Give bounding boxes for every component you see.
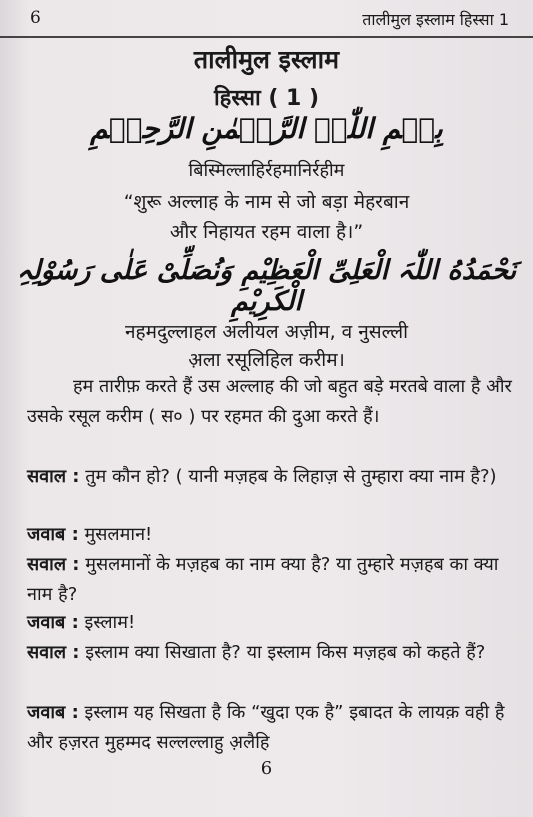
- qa-text: मुसलमानों के मज़हब का नाम क्या है? या तुम्हारे मज़हब का क्या नाम है?: [27, 554, 499, 605]
- qa-text: इस्लाम!: [78, 612, 136, 633]
- part-heading: हिस्सा ( 1 ): [213, 86, 320, 111]
- qa-text: मुसलमान!: [78, 524, 153, 545]
- bismillah-transliteration: बिस्मिल्लाहिर्रहमानिर्रहीम: [188, 160, 345, 181]
- qa-label: जवाब :: [27, 524, 79, 545]
- hamd-transliteration-line1: नहमदुल्लाहल अलीयल अज़ीम, व नुसल्ली: [124, 321, 409, 343]
- qa-item: [27, 698, 513, 758]
- qa-item: [27, 638, 513, 668]
- qa-label: सवाल :: [27, 466, 80, 487]
- footer-page-number: 6: [260, 758, 273, 779]
- qa-label: जवाब :: [27, 612, 79, 633]
- qa-label: सवाल :: [27, 554, 80, 575]
- qa-text: इस्लाम क्या सिखाता है? या इस्लाम किस मज़हब को कहते हैं?: [79, 642, 486, 663]
- qa-label: सवाल :: [27, 642, 80, 663]
- bismillah-meaning-line1: “शुरू अल्लाह के नाम से जो बड़ा मेहरबान: [123, 191, 410, 213]
- hamd-transliteration-line2: अ़ला रसूलिहिल करीम।: [188, 349, 345, 371]
- header-page-number: 6: [30, 8, 41, 28]
- qa-item: [27, 550, 513, 610]
- page-header: [0, 0, 533, 38]
- qa-label: जवाब :: [27, 702, 79, 723]
- qa-text: इस्लाम यह सिखता है कि “खुदा एक है” इबादत के लायक़ वही है और हज़रत मुहम्मद सल्लल्लाहु अ़लैहि: [27, 702, 505, 753]
- intro-paragraph: हम तारीफ़ करते हैं उस अल्लाह की जो बहुत बड़े मरतबे वाला है और उसके रसूल करीम ( स० ) पर रहमत की दुआ करते हैं।: [27, 376, 512, 427]
- qa-item: [27, 608, 513, 638]
- qa-text: तुम कौन हो? ( यानी मज़हब के लिहाज़ से तुम्हारा क्या नाम है?): [79, 466, 497, 487]
- arabic-bismillah: بِسۡمِ اللّٰہِ الرَّحۡمٰنِ الرَّحِیۡمِ: [90, 112, 443, 145]
- header-running-title: तालीमुल इस्लाम हिस्सा 1: [362, 10, 509, 29]
- qa-item: [27, 462, 513, 492]
- qa-item: [27, 520, 513, 550]
- bismillah-meaning-line2: और निहायत रहम वाला है।”: [169, 221, 364, 243]
- book-title: तालीमुल इस्लाम: [193, 45, 340, 74]
- arabic-hamd: نَحْمَدُهُ اللّٰہَ الْعَلِیِّ الْعَظِیْمِ وَنُصَلِّیْ عَلٰی رَسُوْلِہِ الْکَرِیْمِ: [16, 255, 517, 317]
